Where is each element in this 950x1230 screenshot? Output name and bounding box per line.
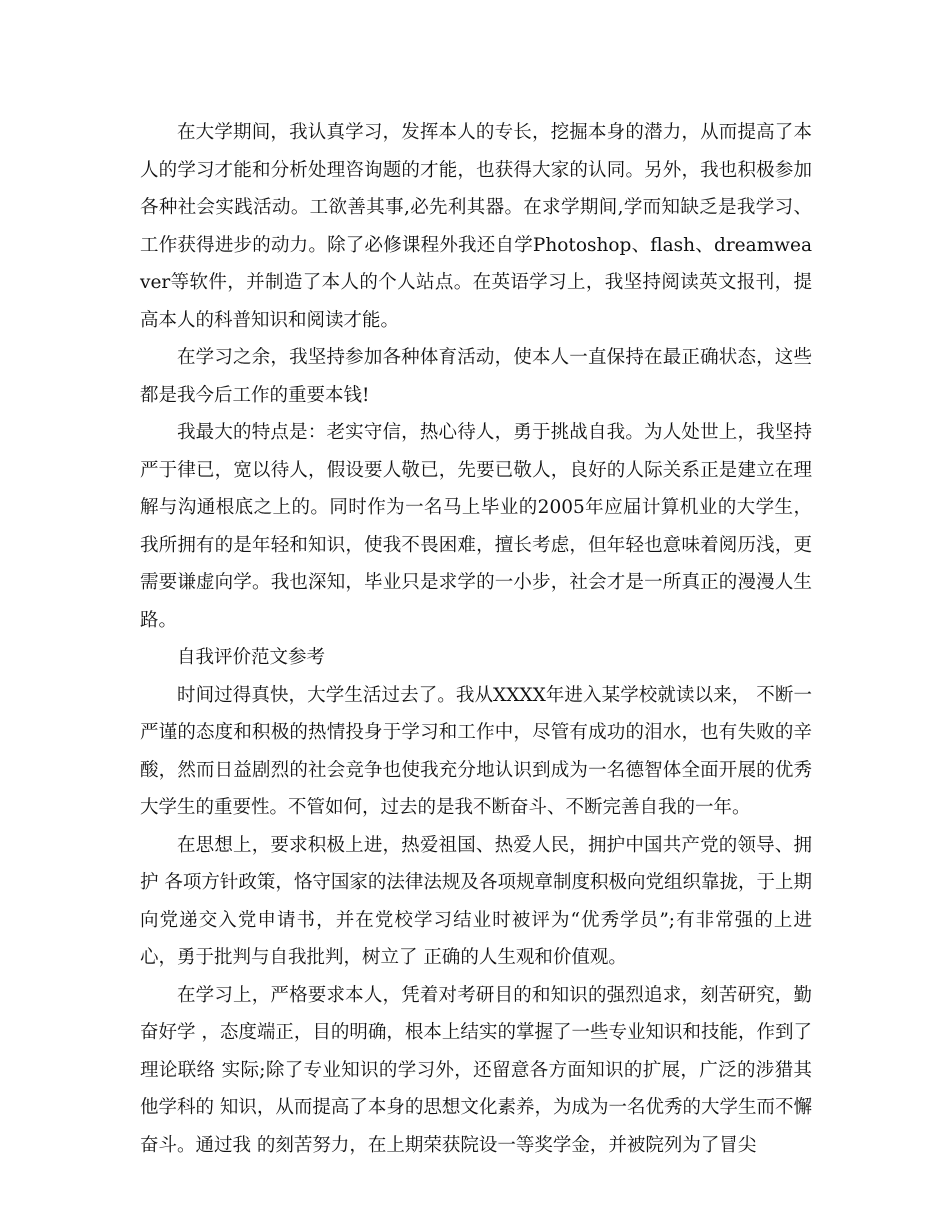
paragraph-intro: 时间过得真快，大学生活过去了。我从XXXX年进入某学校就读以来， 不断一严谨的态度和积极的热情投身于学习和工作中，尽管有成功的泪水，也有失败的辛酸，然而日益剧烈的社会竞争也使我充分地认识到成为一名德智体全面开展的优秀 大学生的重要性。不管如何，过去的是我不断奋斗、不断完善自我的一年。 xyxy=(140,684,818,818)
paragraph-traits: 我最大的特点是：老实守信，热心待人，勇于挑战自我。为人处世上，我坚持严于律已，宽以待人，假设要人敬已，先要已敬人，良好的人际关系正是建立在理解与沟通根底之上的。同时作为一名马上毕业的2005年应届计算机业的大学生，我所拥有的是年轻和知识，使我不畏困难，擅长考虑，但年轻也意味着阅历浅，更需要谦虚向学。我也深知，毕业只是求学的一小步，社会才是一所真正的漫漫人生路。 xyxy=(140,422,812,631)
paragraph-sports: 在学习之余，我坚持参加各种体育活动，使本人一直保持在最正确状态，这些都是我今后工作的重要本钱! xyxy=(140,347,812,406)
paragraph-learning: 在学习上，严格要求本人，凭着对考研目的和知识的强烈追求，刻苦研究，勤奋好学 ，态度端正，目的明确，根本上结实的掌握了一些专业知识和技能，作到了理论联络 实际;除了专业知识的学习外，还留意各方面知识的扩展，广泛的涉猎其他学科的 知识，从而提高了本身的思想文化素养，为成为一名优秀的大学生而不懈奋斗。通过我 的刻苦努力，在上期荣获院设一等奖学金，并被院列为了冒尖 xyxy=(140,984,812,1156)
paragraph-study: 在大学期间，我认真学习，发挥本人的专长，挖掘本身的潜力，从而提高了本人的学习才能和分析处理咨询题的才能，也获得大家的认同。另外，我也积极参加各种社会实践活动。工欲善其事,必先利其器。在求学期间,学而知缺乏是我学习、工作获得进步的动力。除了必修课程外我还自学Photoshop、flash、dreamweaver等软件，并制造了本人的个人站点。在英语学习上，我坚持阅读英文报刊，提高本人的科普知识和阅读才能。 xyxy=(140,122,812,331)
section-heading: 自我评价范文参考 xyxy=(177,647,326,668)
paragraph-thought: 在思想上，要求积极上进，热爱祖国、热爱人民，拥护中国共产党的领导、拥护 各项方针政策，恪守国家的法律法规及各项规章制度积极向党组织靠拢，于上期向党递交入党申请书，并在党校学习结业时被评为“优秀学员”;有非常强的上进心，勇于批判与自我批判，树立了 正确的人生观和价值观。 xyxy=(140,834,812,968)
document-page xyxy=(140,114,818,1164)
